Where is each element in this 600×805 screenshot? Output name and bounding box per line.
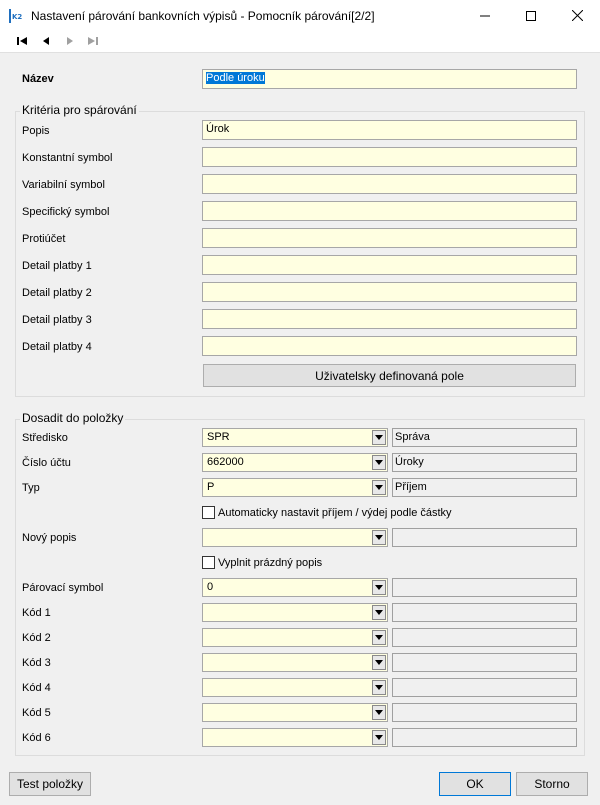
- minimize-icon: [480, 11, 490, 21]
- chevron-down-icon: [375, 435, 383, 440]
- kod-5-description: [392, 703, 577, 722]
- kod-5-dropdown-button[interactable]: [372, 705, 386, 720]
- title-bar: [0, 0, 600, 31]
- stredisko-combo[interactable]: [202, 428, 388, 447]
- parovaci-symbol-combo[interactable]: [202, 578, 388, 597]
- navigation-toolbar: [0, 31, 600, 53]
- typ-label: Typ: [22, 482, 40, 494]
- window-title: Nastavení párování bankovních výpisů - Pomocník párování[2/2]: [31, 9, 375, 23]
- kod-1-label: Kód 1: [22, 607, 51, 619]
- novy-popis-label: Nový popis: [22, 532, 77, 544]
- novy-popis-combo[interactable]: [202, 528, 388, 547]
- novy-popis-description: [392, 528, 577, 547]
- kod-5-label: Kód 5: [22, 707, 51, 719]
- kod-6-label: Kód 6: [22, 732, 51, 744]
- detail-platby-1-input[interactable]: [202, 255, 577, 275]
- parovaci-symbol-value: 0: [207, 581, 214, 593]
- criteria-group-title: Kritéria pro spárování: [22, 103, 137, 117]
- detail-platby-3-input[interactable]: [202, 309, 577, 329]
- next-record-button[interactable]: [63, 35, 77, 47]
- auto-income-expense-label: Automaticky nastavit příjem / výdej podle částky: [218, 507, 452, 519]
- detail-platby-4-input[interactable]: [202, 336, 577, 356]
- specificky-symbol-input[interactable]: [202, 201, 577, 221]
- kod-2-dropdown-button[interactable]: [372, 630, 386, 645]
- criteria-label-detail-3: Detail platby 3: [22, 314, 92, 326]
- parovaci-symbol-description: [392, 578, 577, 597]
- kod-4-label: Kód 4: [22, 682, 51, 694]
- chevron-down-icon: [375, 485, 383, 490]
- kod-6-dropdown-button[interactable]: [372, 730, 386, 745]
- kod-4-dropdown-button[interactable]: [372, 680, 386, 695]
- maximize-icon: [526, 11, 536, 21]
- stredisko-label: Středisko: [22, 432, 68, 444]
- stredisko-dropdown-button[interactable]: [372, 430, 386, 445]
- previous-icon: [41, 36, 51, 46]
- typ-value: P: [207, 481, 215, 493]
- cislo-uctu-dropdown-button[interactable]: [372, 455, 386, 470]
- criteria-label-detail-2: Detail platby 2: [22, 287, 92, 299]
- chevron-down-icon: [375, 460, 383, 465]
- chevron-down-icon: [375, 735, 383, 740]
- name-field[interactable]: [202, 69, 577, 89]
- konstantni-symbol-input[interactable]: [202, 147, 577, 167]
- chevron-down-icon: [375, 585, 383, 590]
- kod-1-description: [392, 603, 577, 622]
- criteria-label-popis: Popis: [22, 125, 50, 137]
- typ-dropdown-button[interactable]: [372, 480, 386, 495]
- name-label: Název: [22, 73, 54, 85]
- parovaci-symbol-label: Párovací symbol: [22, 582, 104, 594]
- close-button[interactable]: [554, 0, 600, 31]
- close-icon: [572, 10, 583, 21]
- detail-platby-2-input[interactable]: [202, 282, 577, 302]
- cislo-uctu-description: Úroky: [392, 453, 577, 472]
- chevron-down-icon: [375, 535, 383, 540]
- criteria-label-detail-1: Detail platby 1: [22, 260, 92, 272]
- chevron-down-icon: [375, 710, 383, 715]
- chevron-down-icon: [375, 635, 383, 640]
- cislo-uctu-label: Číslo účtu: [22, 457, 71, 469]
- cislo-uctu-combo[interactable]: [202, 453, 388, 472]
- fill-empty-description-label: Vyplnit prázdný popis: [218, 557, 323, 569]
- stredisko-value: SPR: [207, 431, 230, 443]
- kod-6-description: [392, 728, 577, 747]
- parovaci-symbol-dropdown-button[interactable]: [372, 580, 386, 595]
- last-record-button[interactable]: [86, 35, 100, 47]
- svg-text:K2: K2: [12, 13, 23, 21]
- stredisko-description: Správa: [392, 428, 577, 447]
- name-value: Podle úroku: [206, 72, 265, 84]
- kod-3-description: [392, 653, 577, 672]
- kod-6-combo[interactable]: [202, 728, 388, 747]
- first-icon: [16, 36, 28, 46]
- kod-2-label: Kód 2: [22, 632, 51, 644]
- ok-button[interactable]: OK: [439, 772, 511, 796]
- cancel-button[interactable]: Storno: [516, 772, 588, 796]
- next-icon: [65, 36, 75, 46]
- kod-5-combo[interactable]: [202, 703, 388, 722]
- previous-record-button[interactable]: [39, 35, 53, 47]
- popis-input[interactable]: Úrok: [202, 120, 577, 140]
- kod-4-combo[interactable]: [202, 678, 388, 697]
- criteria-label-specificky: Specifický symbol: [22, 206, 110, 218]
- assign-group-title: Dosadit do položky: [22, 411, 124, 425]
- kod-1-combo[interactable]: [202, 603, 388, 622]
- test-item-button[interactable]: Test položky: [9, 772, 91, 796]
- kod-4-description: [392, 678, 577, 697]
- criteria-label-detail-4: Detail platby 4: [22, 341, 92, 353]
- variabilni-symbol-input[interactable]: [202, 174, 577, 194]
- chevron-down-icon: [375, 610, 383, 615]
- last-icon: [87, 36, 99, 46]
- chevron-down-icon: [375, 685, 383, 690]
- first-record-button[interactable]: [15, 35, 29, 47]
- cislo-uctu-value: 662000: [207, 456, 244, 468]
- criteria-label-variabilni: Variabilní symbol: [22, 179, 105, 191]
- kod-3-label: Kód 3: [22, 657, 51, 669]
- criteria-label-protiucet: Protiúčet: [22, 233, 66, 245]
- kod-3-dropdown-button[interactable]: [372, 655, 386, 670]
- novy-popis-dropdown-button[interactable]: [372, 530, 386, 545]
- kod-2-combo[interactable]: [202, 628, 388, 647]
- chevron-down-icon: [375, 660, 383, 665]
- user-defined-fields-button[interactable]: Uživatelsky definovaná pole: [203, 364, 576, 387]
- app-icon: [8, 8, 24, 24]
- fill-empty-description-checkbox[interactable]: [202, 556, 215, 569]
- protiucet-input[interactable]: [202, 228, 577, 248]
- minimize-button[interactable]: [462, 0, 508, 31]
- kod-2-description: [392, 628, 577, 647]
- typ-combo[interactable]: [202, 478, 388, 497]
- criteria-label-konstantni: Konstantní symbol: [22, 152, 113, 164]
- auto-income-expense-checkbox[interactable]: [202, 506, 215, 519]
- typ-description: Příjem: [392, 478, 577, 497]
- kod-1-dropdown-button[interactable]: [372, 605, 386, 620]
- maximize-button[interactable]: [508, 0, 554, 31]
- kod-3-combo[interactable]: [202, 653, 388, 672]
